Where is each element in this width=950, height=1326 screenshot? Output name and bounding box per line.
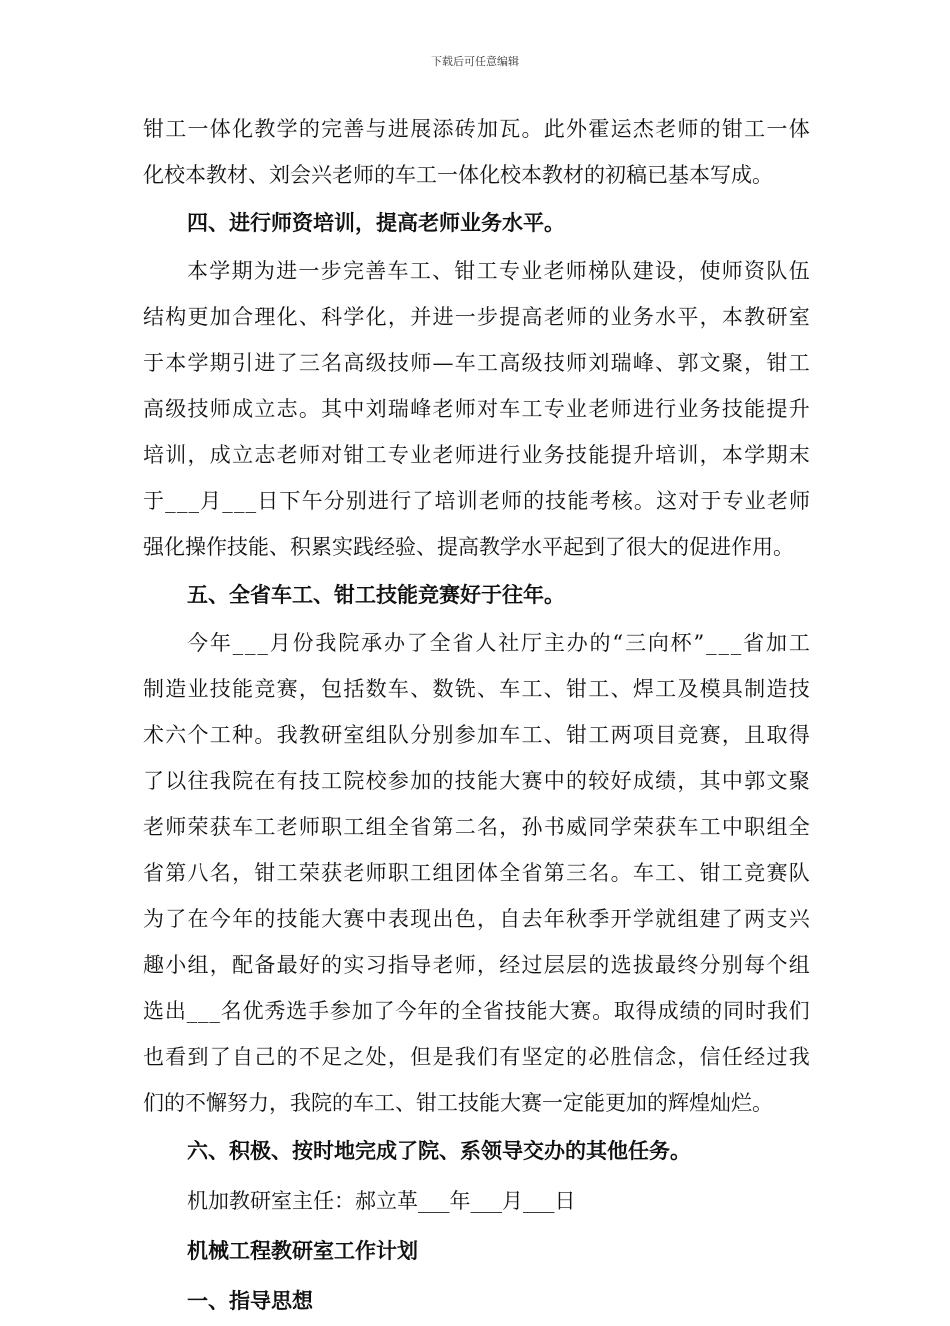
paragraph-last-line: 强化操作技能、积累实践经验、提高教学水平起到了很大的促进作用。 — [143, 535, 794, 559]
body-text-line: 也 看 到 了 自 己 的 不 足 之 处 ， 但 是 我 们 有 坚 定 的 必 胜 信 念 ， 信 任 经 过 我 — [143, 1045, 810, 1069]
section-heading: 六、积极、按时地完成了院、系领导交办的其他任务。 — [187, 1138, 691, 1163]
paragraph-last-line: 们的不懈努力，我院的车工、钳工技能大赛一定能更加的辉煌灿烂。 — [143, 1091, 773, 1115]
section-heading: 一、指导思想 — [187, 1288, 313, 1313]
body-text-line: 趣 小 组 ， 配 备 最 好 的 实 习 指 导 老 师 ， 经 过 层 层 的 选 拔 最 终 分 别 每 个 组 — [143, 953, 810, 977]
paragraph-first-line: 本 学 期 为 进 一 步 完 善 车 工 、 钳 工 专 业 老 师 梯 队 建 设 ， 使 师 资 队 伍 — [187, 259, 810, 283]
paragraph-first-line: 今 年 _ _ _ 月 份 我 院 承 办 了 全 省 人 社 厅 主 办 的 “ 三 向 杯 ” _ _ _ 省 加 工 — [187, 631, 810, 655]
body-text-line: 省 第 八 名 ， 钳 工 荣 获 老 师 职 工 组 团 体 全 省 第 三 名 。 车 工 、 钳 工 竞 赛 队 — [143, 861, 810, 885]
body-text-line: 选 出 _ _ _ 名 优 秀 选 手 参 加 了 今 年 的 全 省 技 能 大 赛 。 取 得 成 绩 的 同 时 我 们 — [143, 999, 810, 1023]
body-text-line: 术 六 个 工 种 。 我 教 研 室 组 队 分 别 参 加 车 工 、 钳 工 两 项 目 竞 赛 ， 且 取 得 — [143, 723, 810, 747]
signature-line: 机加教研室主任：郝立革___年___月___日 — [187, 1189, 576, 1213]
body-text-line: 为 了 在 今 年 的 技 能 大 赛 中 表 现 出 色 ， 自 去 年 秋 季 开 学 就 组 建 了 两 支 兴 — [143, 907, 810, 931]
body-text-line: 培 训 ， 成 立 志 老 师 对 钳 工 专 业 老 师 进 行 业 务 技 能 提 升 培 训 ， 本 学 期 末 — [143, 443, 810, 467]
body-text-line: 结 构 更 加 合 理 化 、 科 学 化 ， 并 进 一 步 提 高 老 师 的 业 务 水 平 ， 本 教 研 室 — [143, 305, 810, 329]
body-text-line: 钳 工 一 体 化 教 学 的 完 善 与 进 展 添 砖 加 瓦 。 此 外 霍 运 杰 老 师 的 钳 工 一 体 — [143, 117, 810, 141]
page-header: 下载后可任意编辑 — [431, 55, 519, 68]
section-heading: 五、全省车工、钳工技能竞赛好于往年。 — [187, 582, 565, 607]
body-text-line: 制 造 业 技 能 竞 赛 ， 包 括 数 车 、 数 铣 、 车 工 、 钳 工 、 焊 工 及 模 具 制 造 技 — [143, 677, 810, 701]
section-heading: 机械工程教研室工作计划 — [187, 1238, 418, 1263]
document-body — [143, 106, 810, 1326]
section-heading: 四、进行师资培训，提高老师业务水平。 — [187, 210, 565, 235]
body-text-line: 了 以 往 我 院 在 有 技 工 院 校 参 加 的 技 能 大 赛 中 的 较 好 成 绩 ， 其 中 郭 文 聚 — [143, 769, 810, 793]
body-text-line: 高 级 技 师 成 立 志 。 其 中 刘 瑞 峰 老 师 对 车 工 专 业 老 师 进 行 业 务 技 能 提 升 — [143, 397, 810, 421]
body-text-line: 于 _ _ _ 月 _ _ _ 日 下 午 分 别 进 行 了 培 训 老 师 的 技 能 考 核 。 这 对 于 专 业 老 师 — [143, 489, 810, 513]
body-text-line: 老 师 荣 获 车 工 老 师 职 工 组 全 省 第 二 名 ， 孙 书 威 同 学 荣 获 车 工 中 职 组 全 — [143, 815, 810, 839]
body-text-line: 于 本 学 期 引 进 了 三 名 高 级 技 师 — 车 工 高 级 技 师 刘 瑞 峰 、 郭 文 聚 ， 钳 工 — [143, 351, 810, 375]
paragraph-last-line: 化校本教材、刘会兴老师的车工一体化校本教材的初稿已基本写成。 — [143, 163, 773, 187]
